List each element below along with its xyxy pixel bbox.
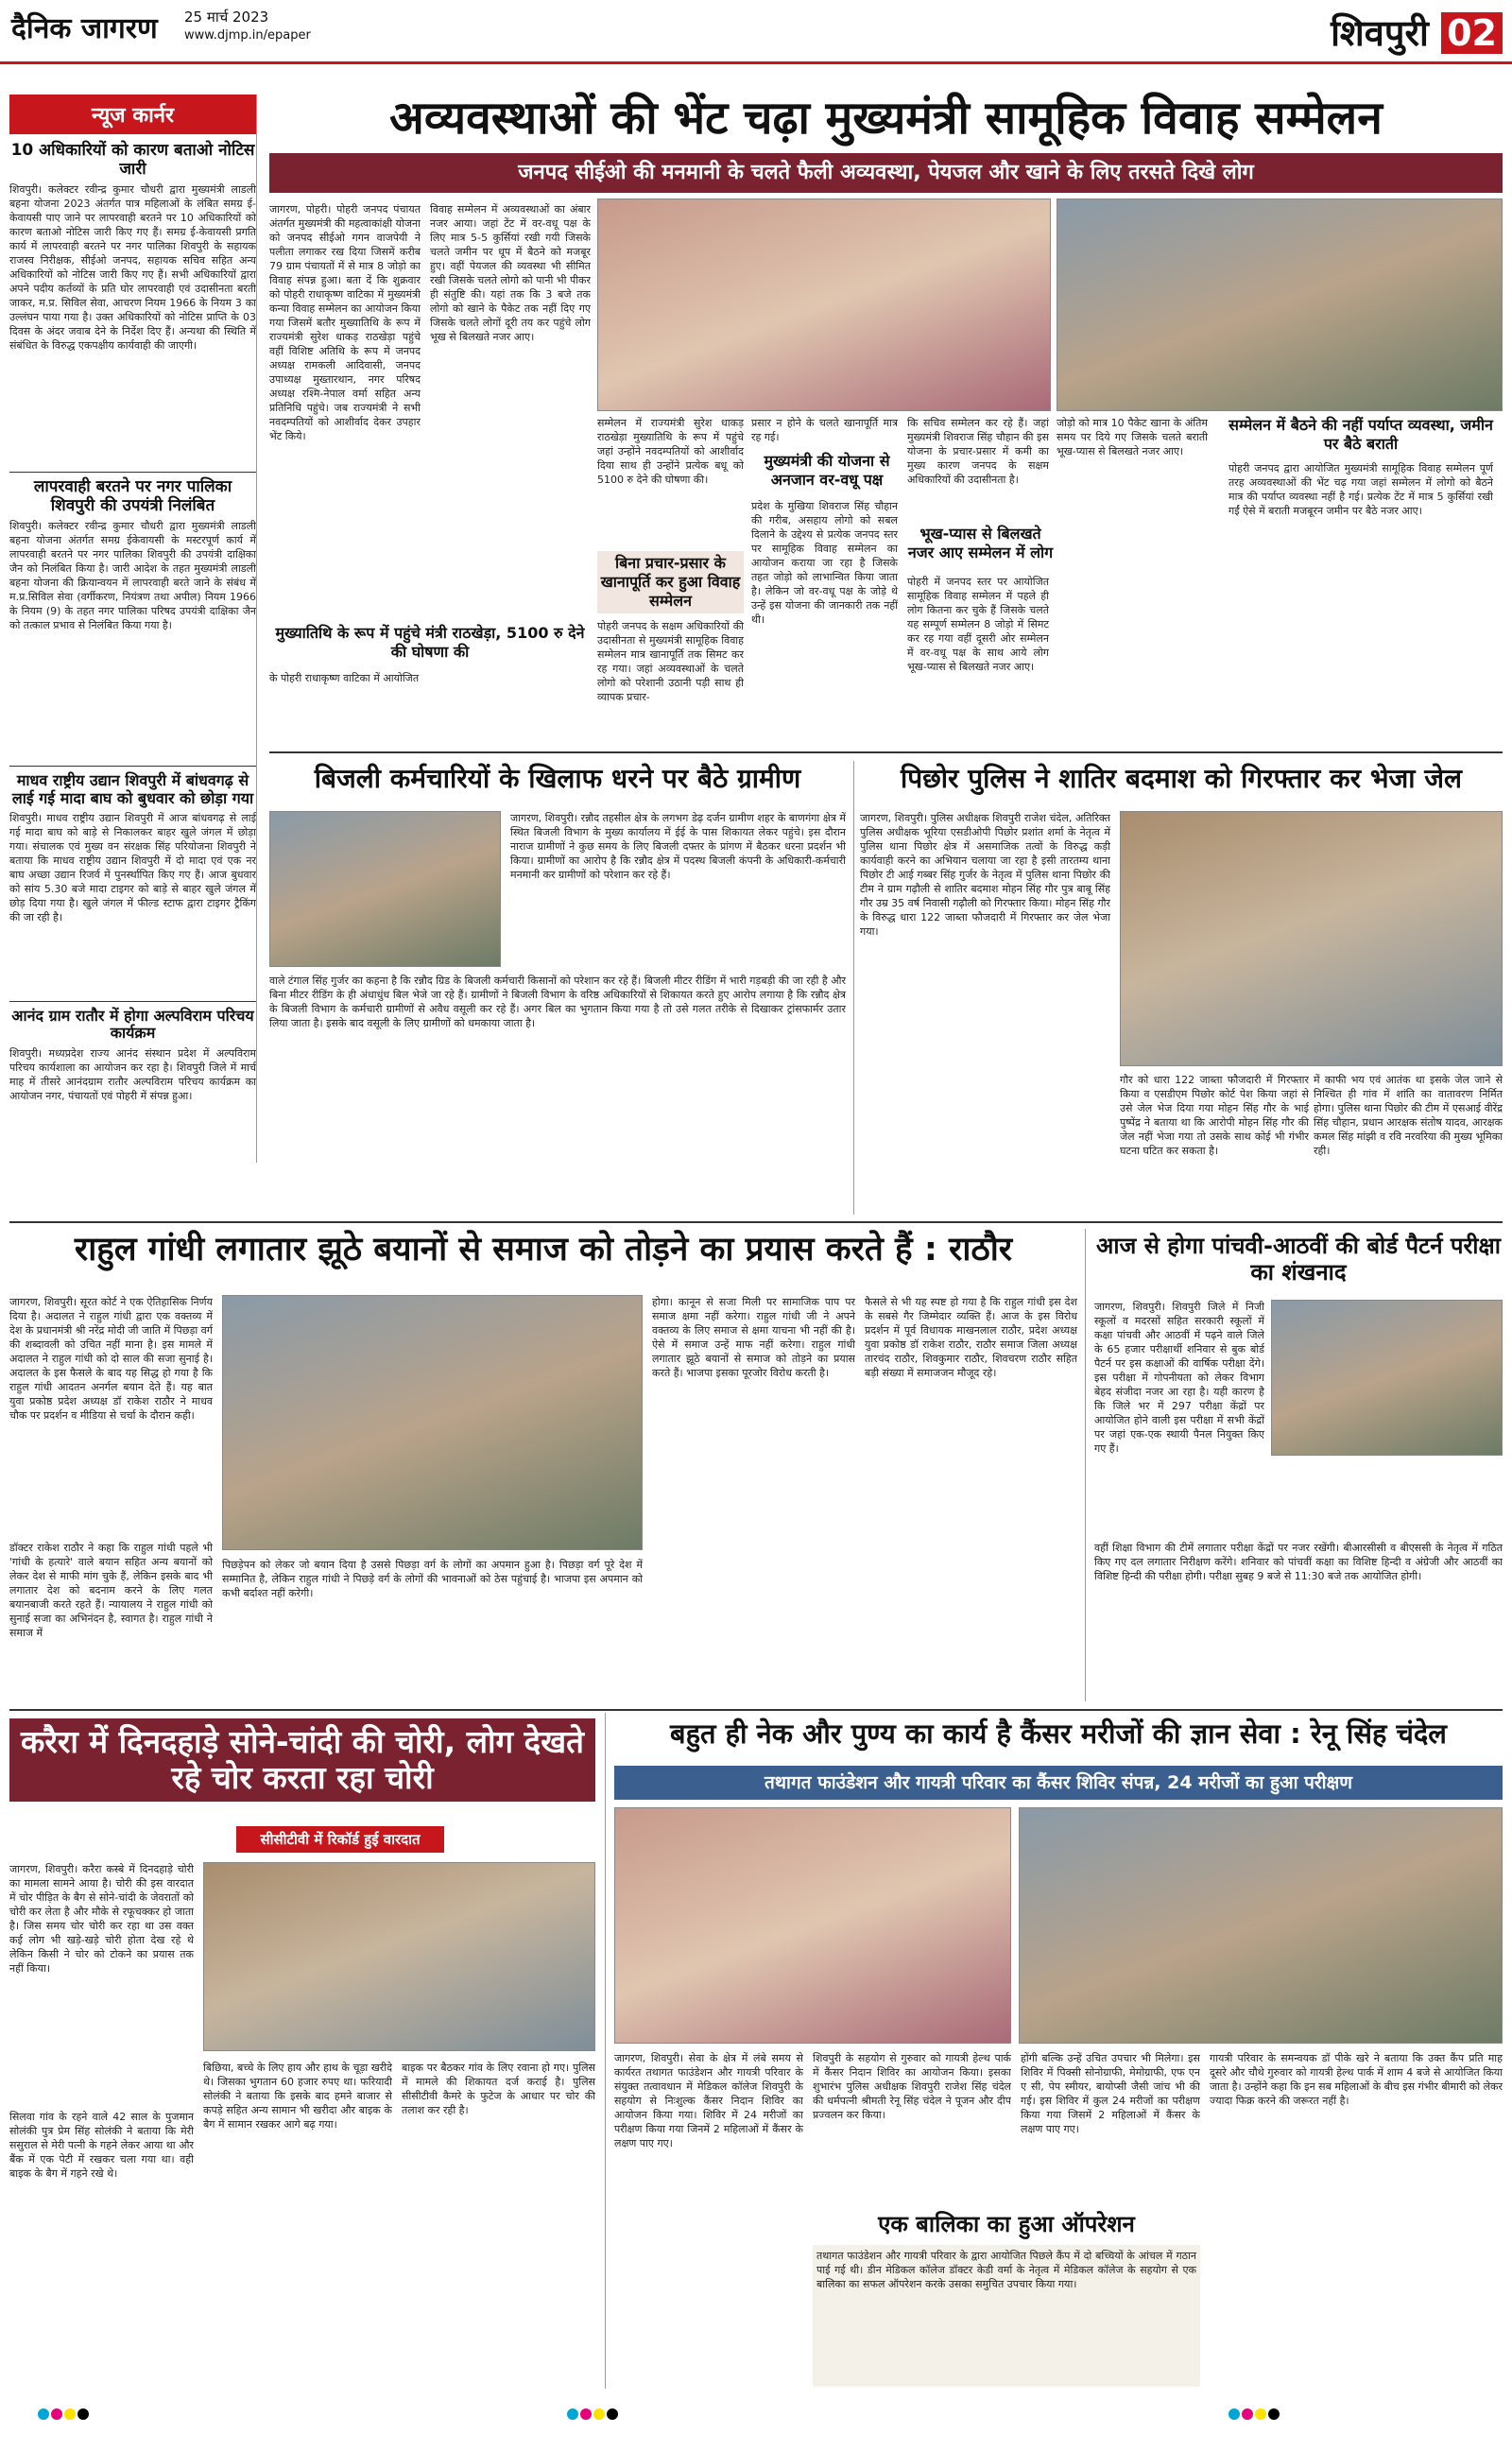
theft-tag: सीसीटीवी में रिकॉर्ड हुई वारदात	[236, 1826, 444, 1853]
electric-body-2: वाले टंगाल सिंह गुर्जर का कहना है कि रन्नौद ग्रिड के बिजली कर्मचारी किसानों को परेशान कर रहे हैं। बिजली मीटर रीडिंग में भारी गड़बड़ी की जा रही है और बिना मीटर रीडिंग के ही अंधाधुंध बिल भेजे जा रहे हैं। ग्रामीणों ने बिजली विभाग के वरिष्ठ अधिकारियों से शिकायत करते हुए आरोप लगाया है कि रन्नौद क्षेत्र के बिजली विभाग के कर्मचारी ग्रामीणों से अवैध वसूली कर रहे हैं। अगर बिल का भुगतान किया गया है तो उसे गलत तरीके से दिखाकर ट्रांसफार्मर उतार लिया जाता है। इसके बाद वसूली के लिए ग्रामीणों को धमकाया जाता है।	[269, 975, 846, 1029]
registration-marks-center	[567, 2408, 618, 2420]
divider-1	[269, 751, 1503, 753]
cancer-sub: एक बालिका का हुआ ऑपरेशन	[878, 2211, 1135, 2237]
lead-sub-3: मुख्यमंत्री की योजना से अनजान वर-वधू पक्ष	[764, 452, 890, 489]
theft-body-1: जागरण, शिवपुरी। करैरा कस्बे में दिनदहाड़े चोरी का मामला सामने आया है। चोरी की इस वारदात में चोर पीड़ित के बैग से सोने-चांदी के जेवरातों को चोरी कर लेता है और मौके से रफूचक्कर हो जाता है। जिस समय चोर चोरी कर रहा था उस वक्त कई लोग भी खड़े-खड़े चोरी होता देख रहे थे लेकिन किसी ने चोर को टोकने का प्रयास तक नहीं किया।	[9, 1863, 194, 1975]
divider-2	[9, 1221, 1503, 1223]
col-rule-2	[1085, 1229, 1086, 1701]
theft-body-4: बाइक पर बैठकर गांव के लिए रवाना हो गए। पुलिस में मामले की शिकायत दर्ज कराई है। पुलिस सीसीटीवी कैमरे के फुटेज के आधार पर चोर की तलाश कर रही है।	[402, 2062, 595, 2116]
lead-sub-2: बिना प्रचार-प्रसार के खानापूर्ति कर हुआ विवाह सम्मेलन	[597, 551, 744, 613]
issue-date: 25 मार्च 2023	[184, 9, 269, 26]
police-headline: पिछोर पुलिस ने शातिर बदमाश को गिरफ्तार कर भेजा जेल	[900, 763, 1463, 794]
lead-sub-4: भूख-प्यास से बिलखते नजर आए सम्मेलन में लोग	[907, 525, 1054, 561]
cancer-body-4: गायत्री परिवार के समन्वयक डॉ पीके खरे ने बताया कि उक्त कैंप प्रति माह दूसरे और चौथे गुरुवार को गायत्री हेल्थ पार्क में शाम 4 बजे से आयोजित किया जाता है। उन्होंने कहा कि इन सब महिलाओं के बीच इस गंभीर बीमारी को लेकर ज्यादा फिक्र करने की जरूरत नहीं है।	[1210, 2052, 1503, 2107]
cancer-body-3: होंगी बल्कि उन्हें उचित उपचार भी मिलेगा। इस शिविर में पिक्सी सोनोग्राफी, मेमोग्राफी, एफ एन ए सी, पेप स्मीयर, बायोप्सी जैसी जांच भी की गई। इस शिविर में कुल 24 मरीजों का परीक्षण किया गया जिसमें 2 महिलाओं में कैंसर के लक्षण पाए गए।	[1021, 2052, 1200, 2135]
lead-caption-2: प्रसार न होने के चलते खानापूर्ति मात्र रह गई।	[751, 417, 898, 443]
divider-3	[9, 1709, 1503, 1711]
protest-photo	[222, 1295, 643, 1550]
lead-sub-3-body: प्रदेश के मुखिया शिवराज सिंह चौहान की गरीब, असहाय लोगो को सबल दिलाने के उद्देश्य से प्रत्येक जनपद स्तर पर सामूहिक विवाह सम्मेलन का आयोजन कराया जा रहा है जिसके तहत जोड़ो को लाभान्वित किया जाता है। लेकिन जो वर-वधू पक्ष के जोड़े थे उन्हें इस योजना की जानकारी तक नहीं थी।	[751, 500, 898, 626]
accused-photo	[1120, 811, 1503, 1066]
police-caption: गौर को धारा 122 जाब्ता फौजदारी में गिरफ्तार किया व एसडीएम पिछोर कोर्ट पेश किया जहां से उसे जेल भेज दिया गया मोहन सिंह गौर के भाई पुष्पेंद्र ने बताया था कि आरोपी मोहन सिंह गौर की जेल नहीं भेजा गया तो उसके साथ कोई भी गंभीर घटना घटित कर सकता है।	[1120, 1074, 1309, 1157]
registration-marks-left	[38, 2408, 89, 2420]
camp-photo-2	[1019, 1807, 1503, 2044]
lead-sub-5-body: पोहरी जनपद द्वारा आयोजित मुख्यमंत्री सामूहिक विवाह सम्मेलन पूर्ण तरह अव्यवस्थाओं की भेंट चढ़ गया जहां सम्मेलन में लोगो को बैठने मात्र की पर्याप्त व्यवस्था नहीं है गई। प्रत्येक टेंट में मात्र 5 कुर्सियां रखी गईं ऐसे में बराती मजबूरन जमीन पर बैठे नजर आए।	[1228, 462, 1493, 517]
theft-body-3: बिछिया, बच्चे के लिए हाय और हाथ के चूड़ा खरीदे थे। जिसका भुगतान 60 हजार रुपए था। फरियादी सोलंकी ने बताया कि इसके बाद हमने बाजार से कपड़े सहित अन्य सामान भी खरीदा और बाइक के बैग में सामान रखकर आगे बढ़ गया।	[203, 2062, 392, 2131]
lead-sub-5: सम्मेलन में बैठने की नहीं पर्याप्त व्यवस्था, जमीन पर बैठे बराती	[1228, 416, 1493, 453]
corner-headline-1: 10 अधिकारियों को कारण बताओ नोटिस जारी	[10, 141, 255, 179]
corner-body-3: शिवपुरी। माधव राष्ट्रीय उद्यान शिवपुरी में आज बांधवगढ़ से लाई गई मादा बाघ को बाड़े से निकालकर बाहर खुले जंगल में छोड़ा गया। संचालक एवं मुख्य वन संरक्षक सिंह परियोजना शिवपुरी ने बताया कि माधव राष्ट्रीय उद्यान शिवपुरी में दो मादा एवं एक नर बाघ अच्छा उद्यान रिजर्व में पुनर्स्थापित किए गए हैं। आज बुधवार को सांय 5.30 बजे मादा टाइगर को बाड़े से बाहर खुले जंगल में छोड़ दिया गया है। खुले जंगल में फील्ड स्टाफ द्वारा टाइगर ट्रैकिंग की जा रही है।	[9, 811, 256, 923]
electric-body-1: जागरण, शिवपुरी। रन्नौद तहसील क्षेत्र के लगभग डेढ़ दर्जन ग्रामीण शहर के बाणगंगा क्षेत्र में स्थित बिजली विभाग के मुख्य कार्यालय में ईई के पास शिकायत लेकर पहुंचे। इस दौरान नाराज ग्रामीणों ने कुछ समय के लिए बिजली दफ्तर के प्रांगण में बैठकर धरना प्रदर्शन भी किया। ग्रामीणों का आरोप है कि रन्नौद क्षेत्र में पदस्थ बिजली कंपनी के अधिकारी-कर्मचारी मनमानी कर ग्रामीणों को परेशान कर रहे हैं।	[510, 812, 846, 881]
page-city-title	[1331, 8, 1503, 57]
corner-headline-4: आनंद ग्राम रातौर में होगा अल्पविराम परिचय कार्यक्रम	[11, 1006, 254, 1043]
news-corner-title: न्यूज कार्नर	[9, 95, 256, 134]
lead-col2: विवाह सम्मेलन में अव्यवस्थाओं का अंबार नजर आया। जहां टेंट में वर-वधू पक्ष के लिए मात्र 5-5 कुर्सियां रखी गयी जिसके चलते जमीन पर धूप में बैठने को मजबूर हुए। वहीं पेयजल की व्यवस्था भी सीमित रखी जिसके चलते लोगो को पानी भी पीकर ही संतुष्टि की। यहां तक कि 3 बजे तक लोगो को खाने के पैकेट तक नहीं दिए गए जिसके चलते लोगों दूरी तय कर पहुंचे लोग भूख से बिलखते नजर आए।	[430, 203, 591, 343]
lead-col1: जागरण, पोहरी। पोहरी जनपद पंचायत अंतर्गत मुख्यमंत्री की महत्वाकांक्षी योजना को जनपद सीईओ गगन वाजपेयी ने पलीता लगाकर रख दिया जिसमें करीब 79 ग्राम पंचायतों में से मात्र 8 जोड़ो का विवाह संपन्न हुआ। बता दें कि शुक्रवार को पोहरी राधाकृष्ण वाटिका में मुख्यमंत्री कन्या विवाह सम्मेलन का आयोजन किया गया जिसमें बतौर मुख्यातिथि के रूप में राज्यमंत्री सुरेश धाकड़ राठखेड़ा पहुंचे वहीं विशिष्ट अतिथि के रूप में जनपद अध्यक्ष रामकली आदिवासी, जनपद उपाध्यक्ष मुख्तारथान, नगर परिषद अध्यक्ष रश्मि-नेपाल वर्मा सहित अन्य प्रतिनिधि पहुंचे। जब राज्यमंत्री ने सभी नवदम्पतियों को आशीर्वाद देकर उपहार भेंट किये।	[269, 203, 421, 442]
corner-headline-2: लापरवाही बरतने पर नगर पालिका शिवपुरी की उपयंत्री निलंबित	[33, 477, 232, 515]
theft-headline: करैरा में दिनदहाड़े सोने-चांदी की चोरी, लोग देखते रहे चोर करता रहा चोरी	[9, 1718, 595, 1802]
lead-sub-1-body: के पोहरी राधाकृष्ण वाटिका में आयोजित	[269, 672, 420, 684]
cancer-strap: तथागत फाउंडेशन और गायत्री परिवार का कैंसर शिविर संपन्न, 24 मरीजों का हुआ परीक्षण	[614, 1766, 1503, 1800]
wedding-photo-2	[1057, 198, 1503, 411]
theft-body-2: सिलवा गांव के रहने वाले 42 साल के पुजमान सोलंकी पुत्र प्रेम सिंह सोलंकी ने बताया कि मेरी ससुराल से मेरी पत्नी के गहने लेकर आया था और बैंक में एक पेटी में रखकर चला गया था। वही बाइक के बैग में गहने रखे थे।	[9, 2111, 194, 2180]
lead-sub-4-body: पोहरी में जनपद स्तर पर आयोजित सामूहिक विवाह सम्मेलन में पहले ही लोग कितना कर चुके हैं जिसके चलते यह सम्पूर्ण सम्मेलन 8 जोड़ो में सिमट कर रह गया वहीं दूसरी ओर सम्मेलन में वर-वधू पक्ष के साथ आये लोग भूख-प्यास से बिलखते नजर आए।	[907, 576, 1049, 673]
corner-body-1: शिवपुरी। कलेक्टर रवीन्द्र कुमार चौधरी द्वारा मुख्यमंत्री लाडली बहना योजना 2023 अंतर्गत पात्र महिलाओं के लंबित समग्र ई-केवायसी पाए जाने पर लापरवाही बरतने पर 10 अधिकारियों को कारण बताओ नोटिस जारी किए गए हैं। समग्र ई-केवायसी प्रगति कार्य में लापरवाही बरतने पर नगर पालिका शिवपुरी के सहायक राजस्व निरीक्षक, सीईओ जनपद, सहायक सचिव सहित अन्य अधिकारियों को नोटिस जारी किए गए हैं। सभी अधिकारियों द्वारा अपने पदीय कर्तव्यों के प्रति घोर लापरवाही एवं उदासीनता बरती जाकर, म.प्र. सिविल सेवा, आचरण नियम 1966 के नियम 3 का उल्लंघन पाया गया है। उक्त अधिकारियों को नोटिस प्राप्ति के 03 दिवस के अंदर जवाब देने के निर्देश दिए हैं। अन्यथा की स्थिति में संबंधित के विरुद्ध एकपक्षीय कार्यवाही की जाएगी।	[9, 183, 256, 353]
news-corner	[9, 95, 257, 1163]
cctv-still	[203, 1862, 595, 2051]
page-number: 02	[1441, 12, 1503, 54]
rahul-headline: राहुल गांधी लगातार झूठे बयानों से समाज को तोड़ने का प्रयास करते हैं : राठौर	[74, 1231, 1013, 1269]
electric-headline: बिजली कर्मचारियों के खिलाफ धरने पर बैठे ग्रामीण	[314, 763, 801, 794]
masthead	[0, 0, 1512, 64]
paper-logo: दैनिक जागरण	[11, 12, 158, 45]
cancer-body-1: जागरण, शिवपुरी। सेवा के क्षेत्र में लंबे समय से कार्यरत तथागत फाउंडेशन और गायत्री परिवार के संयुक्त तत्वावधान में मेडिकल कॉलेज शिवपुरी के सहयोग से निःशुल्क कैंसर निदान शिविर का आयोजन किया गया। शिविर में 24 मरीजों का परीक्षण किया गया जिनमें 2 महिलाओं में कैंसर के लक्षण पाए गए।	[614, 2052, 803, 2149]
camp-photo-1	[614, 1807, 1011, 2044]
cancer-headline: बहुत ही नेक और पुण्य का कार्य है कैंसर मरीजों की ज्ञान सेवा : रेनू सिंह चंदेल	[670, 1717, 1447, 1750]
lead-sub-5-body-cont	[1057, 506, 1217, 742]
city-name: शिवपुरी	[1331, 12, 1429, 54]
cancer-sub-body: तथागत फाउंडेशन और गायत्री परिवार के द्वारा आयोजित पिछले कैंप में दो बच्चियों के आंचल में गठान पाई गई थी। डीन मेडिकल कॉलेज डॉक्टर केडी वर्मा के नेतृत्व में मेडिकल कॉलेज के सहयोग से एक बालिका का सफल ऑपरेशन करके उसका समुचित उपचार किया गया।	[813, 2245, 1200, 2387]
lead-strap: जनपद सीईओ की मनमानी के चलते फैली अव्यवस्था, पेयजल और खाने के लिए तरसते दिखे लोग	[269, 153, 1503, 193]
corner-body-4: शिवपुरी। मध्यप्रदेश राज्य आनंद संस्थान प्रदेश में अल्पविराम परिचय कार्यशाला का आयोजन कर रहा है। शिवपुरी जिले में मार्च माह में तीसरे आनंदग्राम रातौर अल्पविराम परिचय कार्यक्रम का आयोजन नगर, पंचायतों एवं पोहरी में संपन्न हुआ।	[9, 1046, 256, 1102]
exam-photo	[1271, 1300, 1503, 1456]
col-rule-3	[605, 1713, 606, 2389]
wedding-photo-1	[597, 198, 1051, 411]
rahul-body-4: होगा। कानून से सजा मिली पर सामाजिक पाप पर समाज क्षमा नहीं करेगा। राहुल गांधी जी ने अपने वक्तव्य के लिए समाज से क्षमा याचना भी नहीं की है। ऐसे में समाज उन्हें माफ नहीं करेगा। राहुल गांधी लगातार झूठे बयानों से समाज को तोड़ने का प्रयास करते हैं। भाजपा इसका पूरजोर विरोध करती है।	[652, 1296, 855, 1379]
lead-sub-1: मुख्यातिथि के रूप में पहुंचे मंत्री राठखेड़ा, 5100 रु देने की घोषणा की	[275, 624, 585, 661]
epaper-url[interactable]: www.djmp.in/epaper	[184, 28, 311, 43]
lead-headline: अव्यवस्थाओं की भेंट चढ़ा मुख्यमंत्री सामूहिक विवाह सम्मेलन	[389, 92, 1383, 145]
corner-body-2: शिवपुरी। कलेक्टर रवीन्द्र कुमार चौधरी द्वारा मुख्यमंत्री लाडली बहना योजना अंतर्गत समग्र ईकेवायसी के मस्टरपूर्ण कार्य में लापरवाही बरतने पर नगर पालिका शिवपुरी की उपयंत्री दाक्षिका जैन को निलंबित किया है। जारी आदेश के तहत मुख्यमंत्री लाडली बहना योजना की क्रियान्वयन में लापरवाही बरते जाने के संबंध में म.प्र.सिविल सेवा (वर्गीकरण, नियंत्रण तथा अपील) नियम 1966 के नियम (9) के तहत नगर पालिका परिषद उपयंत्री दाक्षिका जैन को तत्काल प्रभाव से निलंबित किया गया है।	[9, 520, 256, 632]
rahul-body-3: पिछड़ेपन को लेकर जो बयान दिया है उससे पिछड़ा वर्ग के लोगों का अपमान हुआ है। पिछड़ा वर्ग पूरे देश में सम्मानित है, लेकिन राहुल गांधी ने पिछड़े वर्ग के लोगों की भावनाओं को ठेस पहुंचाई है। भाजपा इस अपमान को कभी बर्दाश्त नहीं करेगी।	[222, 1559, 643, 1599]
board-body-2: वहीं शिक्षा विभाग की टीमें लगातार परीक्षा केंद्रों पर नजर रखेंगी। बीआरसीसी व बीएससी के नेतृत्व में गठित किए गए दल लगातार निरीक्षण करेंगे। शनिवार को पांचवीं कक्षा का विशिष्ट हिन्दी व अंग्रेजी और आठवीं का विशिष्ट हिन्दी की परीक्षा होगी। परीक्षा सुबह 9 बजे से 11:30 बजे तक आयोजित होगी।	[1094, 1542, 1503, 1582]
lead-caption-1: सम्मेलन में राज्यमंत्री सुरेश धाकड़ राठखेड़ा मुख्यातिथि के रूप में पहुंचे जहां उन्होंने नवदम्पतियों को आशीर्वाद दिया साथ ही उन्होंने प्रत्येक बधू को 5100 रु देने की घोषणा की।	[597, 417, 744, 486]
lead-caption-3: कि सचिव सम्मेलन कर रहे हैं। जहां मुख्यमंत्री शिवराज सिंह चौहान की इस योजना के प्रचार-प्रसार में कमी का मुख्य कारण जनपद के सक्षम अधिकारियों की उदासीनता है।	[907, 417, 1049, 486]
rahul-body-2: डॉक्टर राकेश राठौर ने कहा कि राहुल गांधी पहले भी 'गांधी के हत्यारे' वाले बयान सहित अन्य बयानों को लेकर देश से माफी मांग चुके हैं, लेकिन इसके बाद भी लगातार देश को बदनाम करने के लिए गलत बयानबाजी करते रहते हैं। न्यायालय ने राहुल गांधी को सुनाई सजा का अभिनंदन है, स्वागत है। राहुल गांधी ने समाज में	[9, 1542, 213, 1639]
cancer-body-2: शिवपुरी के सहयोग से गुरुवार को गायत्री हेल्थ पार्क में कैंसर निदान शिविर का आयोजन किया। इसका शुभारंभ पुलिस अधीक्षक शिवपुरी राजेश सिंह चंदेल की धर्मपत्नी श्रीमती रेनू सिंह चंदेल ने पूजन और दीप प्रज्वलन कर किया।	[813, 2052, 1011, 2121]
rahul-body-5: फैसले से भी यह स्पष्ट हो गया है कि राहुल गांधी इस देश के सबसे गैर जिम्मेदार व्यक्ति हैं। आज के इस विरोध प्रदर्शन में पूर्व विधायक माखनलाल राठौर, प्रदेश अध्यक्ष युवा प्रकोष्ठ डॉ राकेश राठौर, राठौर समाज जिला अध्यक्ष तारचंद राठौर, शिवकुमार राठौर, शिवचरण राठौर सहित बड़ी संख्या में समाजजन मौजूद रहे।	[865, 1296, 1077, 1379]
rahul-body-1: जागरण, शिवपुरी। सूरत कोर्ट ने एक ऐतिहासिक निर्णय दिया है। अदालत ने राहुल गांधी द्वारा एक वक्तव्य में देश के प्रधानमंत्री श्री नरेंद्र मोदी जी जाति में पिछड़ा वर्ग की शब्दावली को उचित नहीं माना है। इस मामले में अदालत ने राहुल गांधी को दो साल की सजा सुनाई है। अदालत के इस फैसले के बाद यह सिद्ध हो गया है कि राहुल गांधी आदतन अनर्गल बयान देते हैं। यह बात युवा प्रकोष्ठ प्रदेश अध्यक्ष डॉ राकेश राठौर ने माधव चौक पर प्रदर्शन व मीडिया से चर्चा के दौरान कही।	[9, 1296, 213, 1422]
board-body: जागरण, शिवपुरी। शिवपुरी जिले में निजी स्कूलों व मदरसों सहित सरकारी स्कूलों में कक्षा पांचवी और आठवीं में पढ़ने वाले जिले के 65 हजार परीक्षार्थी शनिवार से बुक बोर्ड पैटर्न पर इस कक्षाओं की वार्षिक परीक्षा देंगे। इस परीक्षा में गोपनीयता को लेकर विभाग बेहद संजीदा नजर आ रहा है। यही कारण है कि जिले भर में 297 परीक्षा केंद्रों पर आयोजित होने वाली इस परीक्षा में सभी केंद्रों पर जहां एक-एक स्थायी पैनल नियुक्त किए गए हैं।	[1094, 1301, 1264, 1455]
registration-marks-right	[1228, 2408, 1280, 2420]
board-headline: आज से होगा पांचवी-आठवीं की बोर्ड पैटर्न परीक्षा का शंखनाद	[1096, 1233, 1501, 1286]
col-rule	[853, 761, 854, 1215]
dharna-photo	[269, 811, 501, 967]
lead-sub-2-body: पोहरी जनपद के सक्षम अधिकारियों की उदासीनता से मुख्यमंत्री सामूहिक विवाह सम्मेलन मात्र खानापूर्ति तक सिमट कर रह गया। जहां अव्यवस्थाओं के चलते लोगो को परेशानी उठानी पड़ी साथ ही व्यापक प्रचार-	[597, 620, 744, 703]
police-caption-2: में काफी भय एवं आतंक था इसके जेल जाने से निश्चित ही गांव में शांति का वातावरण निर्मित होगा। पुलिस थाना पिछोर की टीम में एसआई वीरेंद्र सिंह चौहान, प्रधान आरक्षक संतोष यादव, आरक्षक कमल सिंह मांझी व रवि नरवरिया की मुख्य भूमिका रही।	[1314, 1074, 1503, 1157]
lead-caption-4: जोड़ो को मात्र 10 पैकेट खाना के अंतिम समय पर दिये गए जिसके चलते बराती भूख-प्यास से बिलखते नजर आए।	[1057, 417, 1208, 457]
corner-headline-3: माधव राष्ट्रीय उद्यान शिवपुरी में बांधवगढ़ से लाई गई मादा बाघ को बुधवार को छोड़ा गया	[11, 771, 254, 807]
police-body-1: जागरण, शिवपुरी। पुलिस अधीक्षक शिवपुरी राजेश चंदेल, अतिरिक्त पुलिस अधीक्षक भूरिया एसडीओपी पिछोर प्रशांत शर्मा के नेतृत्व में पुलिस थाना पिछोर क्षेत्र में असमाजिक तत्वों के विरुद्ध कड़ी कार्यवाही करने का अभियान चलाया जा रहा है इसी तारतम्य थाना पिछोर टी आई गब्बर सिंह गुर्जर के नेतृत्व में पुलिस थाना पिछोर की टीम ने ग्राम गढ़ौली से शातिर बदमाश मोहन सिंह गौर पुत्र बाबू सिंह गौर उम्र 35 वर्ष निवासी गढ़ौली को गिरफ्तार किया। मोहन सिंह गौर के विरुद्ध धारा 122 जाब्ता फौजदारी में गिरफ्तार कर जेल भेजा गया।	[860, 812, 1110, 938]
